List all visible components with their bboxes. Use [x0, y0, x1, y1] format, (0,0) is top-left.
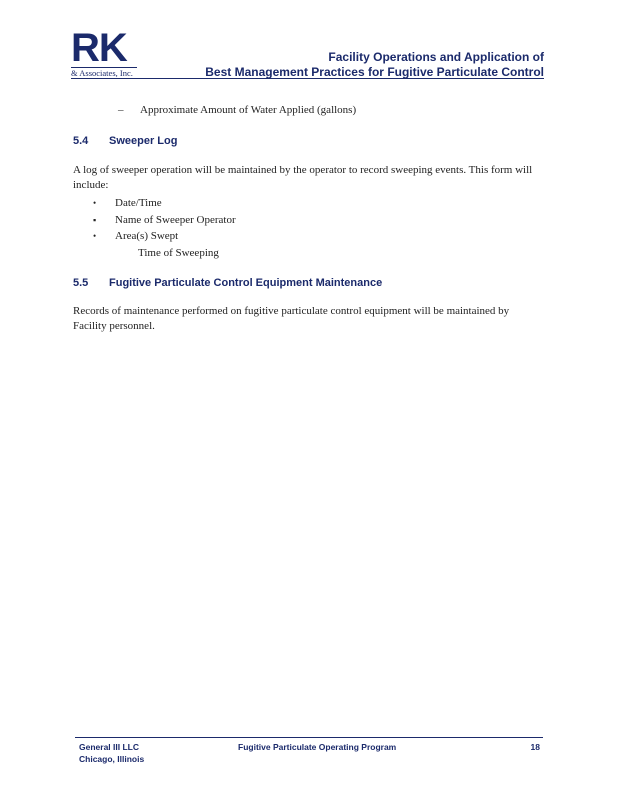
list-item [93, 196, 236, 213]
header-divider [134, 78, 544, 79]
sweeper-log-fields-list [93, 196, 236, 246]
footer-document-title: Fugitive Particulate Operating Program [238, 742, 397, 752]
list-item [93, 213, 236, 230]
list-item [93, 229, 236, 246]
footer-divider [75, 737, 543, 738]
dash-marker: – [118, 104, 124, 116]
section-heading-5-5 [73, 277, 382, 289]
carryover-list-item [118, 103, 356, 118]
section-title: Sweeper Log [109, 135, 178, 147]
header-title-line2: Best Management Practices for Fugitive Particulate Control [205, 65, 544, 79]
bullet-icon: • [93, 198, 97, 208]
header-title-line1: Facility Operations and Application of [328, 50, 544, 64]
section-5-4-paragraph: A log of sweeper operation will be maintained by the operator to record sweeping events. This form will include: [73, 164, 533, 191]
section-5-5-paragraph: Records of maintenance performed on fugitive particulate control equipment will be maintained by Facility personnel. [73, 305, 510, 332]
section-number: 5.5 [73, 277, 89, 289]
list-item-text: Name of Sweeper Operator [115, 213, 236, 226]
company-logo [71, 26, 137, 79]
square-bullet-icon: ▪ [93, 214, 97, 225]
logo-mark: RK [71, 26, 127, 70]
bullet-icon: • [93, 231, 97, 241]
logo-subtitle: & Associates, Inc. [71, 67, 137, 79]
footer-company: General III LLC [79, 742, 139, 752]
footer-company-block [79, 741, 144, 765]
section-title: Fugitive Particulate Control Equipment Maintenance [109, 277, 383, 289]
section-number: 5.4 [73, 135, 89, 147]
section-heading-5-4 [73, 135, 177, 147]
list-item-text: Date/Time [115, 197, 162, 209]
page-number: 18 [530, 742, 540, 752]
footer-location: Chicago, Illinois [79, 754, 145, 764]
list-item-text: Area(s) Swept [115, 230, 179, 242]
sub-item-text: Time of Sweeping [138, 247, 219, 259]
header-title [205, 50, 544, 80]
carryover-item-text: Approximate Amount of Water Applied (gallons) [140, 104, 357, 116]
